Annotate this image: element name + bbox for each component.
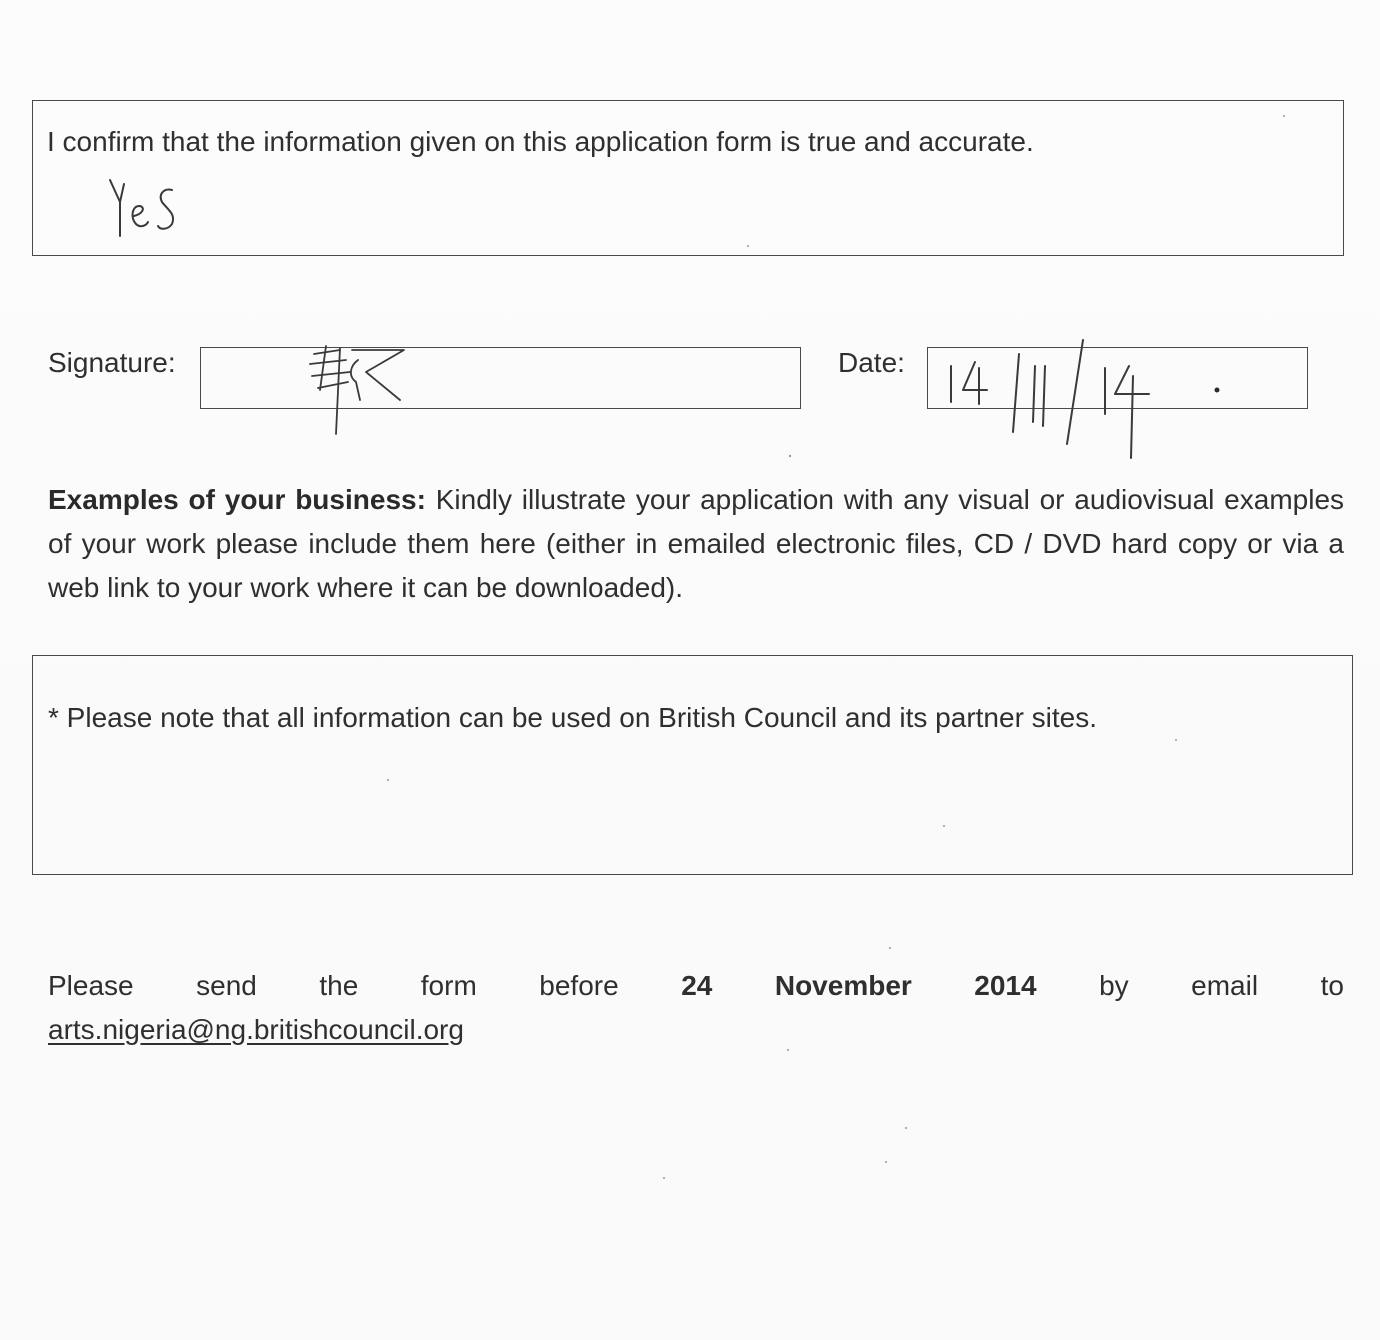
submission-word: to bbox=[1320, 970, 1344, 1001]
examples-body: Kindly illustrate your application with any visual or audiovisual examples of your work please include them here (either in emailed electronic files, CD / DVD hard copy or via a web link to your work where it can be downloaded). bbox=[48, 484, 1345, 603]
submission-word: form bbox=[420, 970, 477, 1001]
date-label: Date: bbox=[838, 347, 905, 378]
submission-email-link[interactable]: arts.nigeria@ng.britishcouncil.org bbox=[48, 1014, 464, 1045]
handwritten-date bbox=[935, 332, 1235, 462]
deadline-year: 2014 bbox=[974, 970, 1037, 1001]
submission-word: before bbox=[539, 970, 619, 1001]
deadline-day: 24 bbox=[681, 970, 713, 1001]
submission-word: email bbox=[1191, 970, 1259, 1001]
submission-word: by bbox=[1099, 970, 1129, 1001]
examples-box[interactable] bbox=[32, 655, 1353, 875]
signature-field[interactable] bbox=[200, 347, 801, 409]
deadline-month: November bbox=[774, 970, 912, 1001]
usage-note: * Please note that all information can be used on British Council and its partner sites. bbox=[48, 702, 1098, 733]
submission-word: the bbox=[319, 970, 359, 1001]
confirmation-box bbox=[32, 100, 1344, 256]
submission-word: send bbox=[196, 970, 257, 1001]
submission-word: Please bbox=[48, 970, 134, 1001]
submission-instructions bbox=[48, 964, 1344, 1008]
confirmation-statement: I confirm that the information given on this application form is true and accurate. bbox=[47, 126, 1034, 157]
signature-label: Signature: bbox=[48, 347, 176, 378]
signature-mark bbox=[300, 342, 420, 442]
examples-instructions bbox=[48, 478, 1344, 610]
handwritten-yes bbox=[106, 172, 196, 242]
examples-heading: Examples of your business: bbox=[48, 484, 426, 515]
